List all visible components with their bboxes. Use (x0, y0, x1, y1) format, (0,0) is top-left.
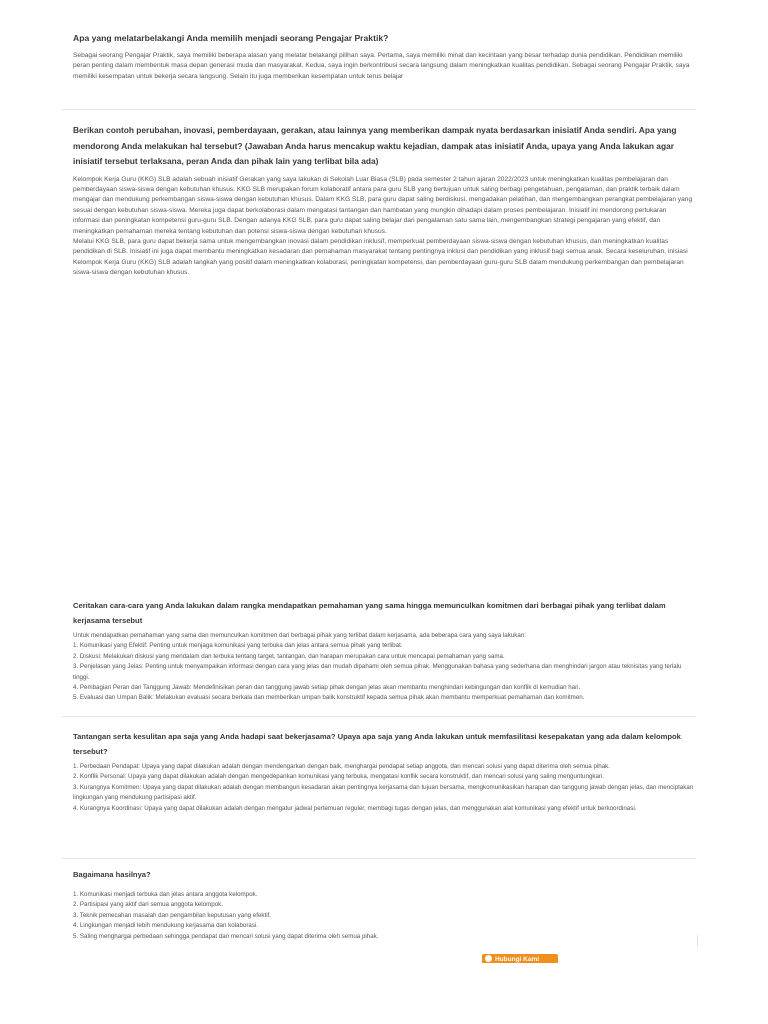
question-heading: Apa yang melatarbelakangi Anda memilih menjadi seorang Pengajar Praktik? (73, 33, 389, 43)
contact-us-button[interactable] (482, 954, 558, 963)
answer-list-item: 1. Perbedaan Pendapat: Upaya yang dapat dilakukan adalah dengan mendengarkan dengan baik, menghargai pendapat setiap anggota, dan mencari solusi yang dapat diterima oleh semua pihak. (73, 763, 610, 770)
section-initiative (73, 123, 695, 279)
section-shared-understanding (73, 598, 695, 704)
answer-paragraph: Kelompok Kerja Guru (KKG) SLB adalah sebuah inisiatif Gerakan yang saya lakukan di Sekolah Luar Biasa (SLB) pada semester 2 tahun ajaran 2022/2023 untuk meningkatkan kualitas pembelajaran dan pemberdayaan siswa-siswa dengan kebutuhan khusus. KKG SLB merupakan forum kolaboratif antara para guru SLB yang bertujuan untuk saling berbagi pengetahuan, pengalaman, dan praktik terbaik dalam mengajar dan mendukung perkembangan siswa-siswa dengan kebutuhan khusus. Dalam KKG SLB, para guru dapat saling berdiskusi, mengadakan pelatihan, dan mengembangkan perangkat pembelajaran yang sesuai dengan kebutuhan siswa-siswa. Mereka juga dapat berkolaborasi dalam mengatasi tantangan dan hambatan yang mungkin dihadapi dalam proses pembelajaran. Inisiatif ini mendorong pertukaran informasi dan peningkatan kompetensi guru-guru SLB. Dengan adanya KKG SLB, para guru dapat saling belajar dari pengalaman satu sama lain, mengembangkan strategi pengajaran yang efektif, dan meningkatkan pemahaman mereka tentang kebutuhan dan potensi siswa-siswa dengan kebutuhan khusus. (73, 175, 693, 235)
answer-list-item: 3. Penjelasan yang Jelas: Penting untuk menyampaikan informasi dengan cara yang jelas dan mudah dipahami oleh semua pihak. Menggunakan bahasa yang sederhana dan menghindari jargon atau teknisitas yang terlalu tinggi. (73, 663, 682, 681)
answer-list-item: 3. Teknik pemecahan masalah dan pengambilan keputusan yang efektif. (73, 911, 272, 919)
chat-icon (485, 955, 492, 962)
section-divider (62, 109, 696, 110)
answer-list-item: 4. Pembagian Peran dan Tanggung Jawab: Mendefinisikan peran dan tanggung jawab setiap pihak dengan jelas akan membantu menghindari kebingungan dan konflik di kemudian hari. (73, 684, 581, 692)
question-heading: Bagaimana hasilnya? (73, 870, 151, 879)
section-divider (62, 716, 696, 717)
answer-list-item: 1. Komunikasi menjadi terbuka dan jelas antara anggota kelompok. (73, 891, 258, 898)
section-results (73, 869, 695, 942)
answer-text (73, 51, 695, 82)
answer-paragraph: Sebagai seorang Pengajar Praktik, saya memiliki beberapa alasan yang melatar belakangi pilihan saya. Pertama, saya memiliki minat dan kecintaan yang besar terhadap dunia pendidikan. Pendidikan memiliki peran penting dalam membentuk masa depan generasi muda dan masyarakat. Kedua, saya ingin berkontribusi secara langsung dalam meningkatkan kualitas pendidikan. Sebagai seorang Pengajar Praktik, saya memiliki kesempatan untuk bekerja secara langsung. Selain itu juga memberikan kesempatan untuk terus belajar (73, 52, 690, 80)
section-divider (62, 858, 696, 859)
answer-list-item: 4. Kurangnya Koordinasi: Upaya yang dapat dilakukan adalah dengan mengatur jadwal pertemuan reguler, membagi tugas dengan jelas, dan menggunakan alat komunikasi yang efektif untuk berkoordinasi. (73, 804, 637, 812)
question-heading: Ceritakan cara-cara yang Anda lakukan dalam rangka mendapatkan pemahaman yang sama hingga memunculkan komitmen dari berbagai pihak yang terlibat dalam kerjasama tersebut (73, 601, 666, 625)
answer-list-item: 5. Saling menghargai perbedaan sehingga pendapat dan mencari solusi yang dapat diterima oleh semua pihak. (73, 932, 379, 940)
answer-list-item: 3. Kurangnya Komitmen: Upaya yang dapat dilakukan adalah dengan membangun kesadaran akan pentingnya kerjasama dan tujuan bersama, mengkomunikasikan harapan dan tanggung jawab dengan jelas, dan menciptakan lingkungan yang mendukung partisipasi aktif. (73, 783, 694, 802)
answer-paragraph: Untuk mendapatkan pemahaman yang sama dan memunculkan komitmen dari berbagai pihak yang terlibat dalam kerjasama, ada beberapa cara yang saya lakukan: (73, 632, 526, 639)
contact-us-label: Hubungi Kami (495, 956, 540, 963)
answer-text (73, 631, 695, 704)
answer-list-item: 2. Partisipasi yang aktif dari semua anggota kelompok. (73, 901, 223, 909)
question-heading: Berikan contoh perubahan, inovasi, pemberdayaan, gerakan, atau lainnya yang memberikan dampak nyata berdasarkan inisiatif Anda sendiri. Apa yang mendorong Anda melakukan hal tersebut? (Jawaban Anda harus mencakup waktu kejadian, dampak atas inisiatif Anda, upaya yang Anda lakukan agar inisiatif tersebut terlaksana, peran Anda dan pihak lain yang terlibat bila ada) (73, 125, 677, 166)
answer-list-item: 2. Konflik Personal: Upaya yang dapat dilakukan adalah dengan mengedepankan komunikasi yang terbuka, mengatasi konflik secara konstruktif, dan mencari solusi yang saling menguntungkan. (73, 773, 605, 781)
answer-text (73, 175, 695, 279)
answer-list-item: 1. Komunikasi yang Efektif: Penting untuk menjaga komunikasi yang terbuka dan jelas antara semua pihak yang terlibat. (73, 642, 403, 650)
section-challenges (73, 729, 695, 814)
answer-paragraph: Melalui KKG SLB, para guru dapat bekerja sama untuk mengembangkan inovasi dalam pendidikan inklusif, memperkuat pemberdayaan siswa-siswa dengan kebutuhan khusus, dan meningkatkan kualitas pendidikan di SLB. Inisiatif ini juga dapat membantu meningkatkan kesadaran dan pemahaman masyarakat tentang pentingnya inklusi dan pendidikan yang inklusif bagi semua anak. Secara keseluruhan, inisiasi Kelompok Kerja Guru (KKG) SLB adalah langkah yang positif dalam meningkatkan kolaborasi, peningkatan kompetensi, dan pemberdayaan guru-guru SLB dalam mendukung perkembangan dan pembelajaran siswa-siswa dengan kebutuhan khusus. (73, 237, 688, 277)
answer-text (73, 762, 695, 814)
answer-list-item: 2. Diskusi: Melakukan diskusi yang mendalam dan terbuka tentang target, tantangan, dan harapan merupakan cara untuk mencapai pemahaman yang sama. (73, 652, 505, 660)
question-heading: Tantangan serta kesulitan apa saja yang Anda hadapi saat bekerjasama? Upaya apa saja yang Anda lakukan untuk memfasilitasi kesepakatan yang ada dalam kelompok tersebut? (73, 732, 681, 756)
section-motivation (73, 32, 695, 82)
answer-list-item: 4. Lingkungan menjadi lebih mendukung kerjasama dan kolaborasi. (73, 922, 259, 930)
scroll-edge-marker (697, 935, 698, 946)
answer-list-item: 5. Evaluasi dan Umpan Balik: Melakukan evaluasi secara berkala dan memberikan umpan balik konstruktif kepada semua pihak akan membantu memperkuat pemahaman dan komitmen. (73, 694, 585, 702)
answer-text (73, 890, 695, 942)
